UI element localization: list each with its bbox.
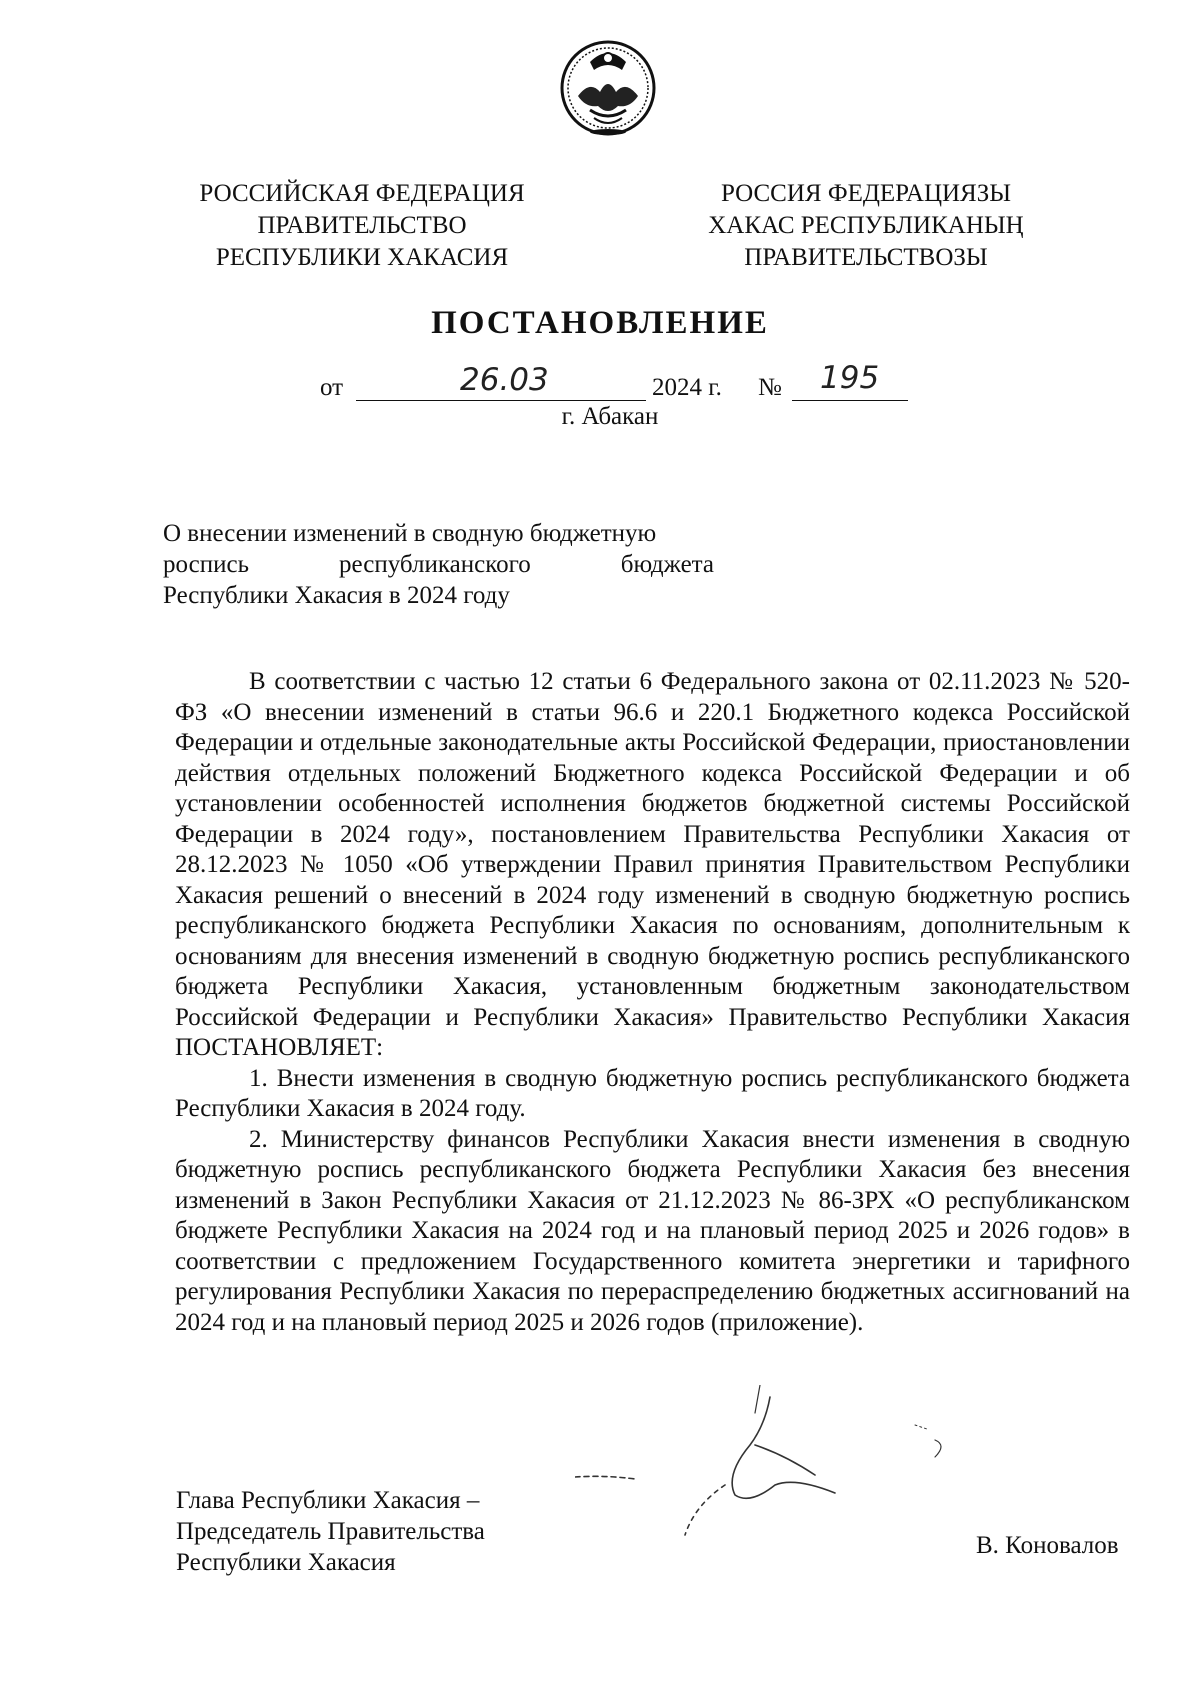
header-left-line-2: ПРАВИТЕЛЬСТВО: [257, 212, 467, 239]
date-underline: [356, 400, 646, 401]
signatory-name: В. Коновалов: [976, 1532, 1119, 1559]
paragraph-item-2: 2. Министерству финансов Республики Хакасия внести изменения в сводную бюджетную роспись республиканского бюджета Республики Хакасия без внесения изменений в Закон Республики Хакасия от 21.12.2023 № 86-ЗРХ «О республиканском бюджете Республики Хакасия на 2024 год и на плановый период 2025 и 2026 годов» в соответствии с предложением Государственного комитета энергетики и тарифного регулирования Республики Хакасия по перераспределению бюджетных ассигнований на 2024 год и на плановый период 2025 и 2026 годов (приложение).: [175, 1125, 1130, 1336]
signatory-position-line-3: Республики Хакасия: [176, 1549, 396, 1576]
subject-line-2-word-2: республиканского: [339, 551, 531, 578]
header-left-line-3: РЕСПУБЛИКИ ХАКАСИЯ: [215, 244, 509, 271]
subject-line-3: Республики Хакасия в 2024 году: [163, 582, 510, 609]
header-right-line-3: ПРАВИТЕЛЬСТВОЗЫ: [744, 244, 988, 271]
number-label: №: [758, 374, 782, 401]
paragraph-item-1: 1. Внести изменения в сводную бюджетную роспись республиканского бюджета Республики Хакасия в 2024 году.: [175, 1064, 1130, 1122]
subject-line-2: [163, 549, 714, 580]
header-left: [142, 178, 582, 274]
date-number-row: [0, 360, 1200, 408]
date-handwritten: 26.03: [460, 362, 549, 398]
number-underline: [792, 400, 908, 401]
handwritten-signature: [575, 1385, 1005, 1555]
signatory-position-line-1: Глава Республики Хакасия –: [176, 1487, 480, 1514]
coat-of-arms-emblem: [560, 36, 656, 138]
number-handwritten: 195: [820, 360, 880, 396]
year-label: 2024 г.: [652, 374, 722, 401]
document-title: ПОСТАНОВЛЕНИЕ: [431, 305, 769, 341]
date-prefix: от: [320, 374, 344, 401]
subject-line-2-word-3: бюджета: [620, 551, 714, 578]
subject-block: [163, 518, 714, 611]
header-left-line-1: РОССИЙСКАЯ ФЕДЕРАЦИЯ: [199, 180, 525, 207]
header-right-line-1: РОССИЯ ФЕДЕРАЦИЯЗЫ: [720, 180, 1012, 207]
header-right-line-2: ХАКАС РЕСПУБЛИКАНЫҢ: [708, 212, 1024, 239]
signatory-position-line-2: Председатель Правительства: [176, 1518, 485, 1545]
city-line: г. Абакан: [561, 403, 659, 430]
subject-line-1: О внесении изменений в сводную бюджетную: [163, 520, 657, 547]
paragraph-preamble: В соответствии с частью 12 статьи 6 Федерального закона от 02.11.2023 № 520-ФЗ «О внесении изменений в статьи 96.6 и 220.1 Бюджетного кодекса Российской Федерации и отдельные законодательные акты Российской Федерации, приостановлении действия отдельных положений Бюджетного кодекса Российской Федерации и об установлении особенностей исполнения бюджетов бюджетной системы Российской Федерации в 2024 году», постановлением Правительства Республики Хакасия от 28.12.2023 № 1050 «Об утверждении Правил принятия Правительством Республики Хакасия решений о внесений в 2024 году изменений в сводную бюджетную роспись республиканского бюджета Республики Хакасия по основаниям, дополнительным к основаниям для внесения изменений в сводную бюджетную роспись республиканского бюджета Республики Хакасия, установленным бюджетным законодательством Российской Федерации и Республики Хакасия» Правительство Республики Хакасия ПОСТАНОВЛЯЕТ:: [175, 668, 1130, 1061]
signatory-position: [176, 1485, 485, 1578]
body-text: [175, 667, 1130, 1338]
header-right: [646, 178, 1086, 274]
subject-line-2-word-1: роспись: [163, 551, 249, 578]
